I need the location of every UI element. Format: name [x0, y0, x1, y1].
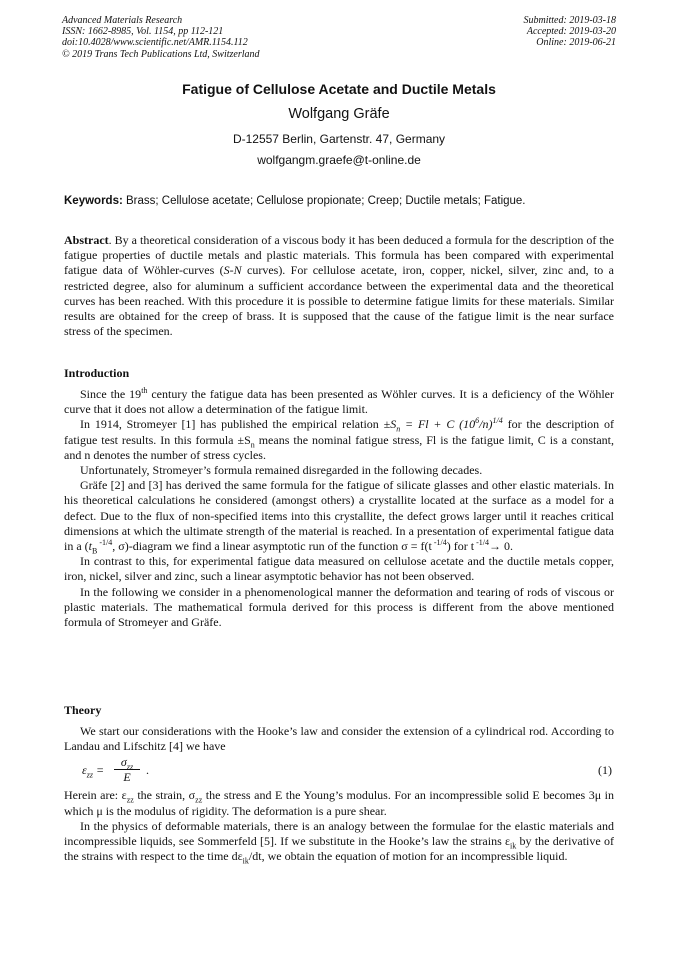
- online-date: Online: 2019-06-21: [536, 37, 616, 49]
- theory-body: [64, 724, 614, 864]
- equation-1: [64, 755, 614, 787]
- theory-paragraph-2: Herein are: $\varepsilon_{zz}$ the strain, $\sigma_{zz}$ the stress and E the Young’s modulus. For an incompressible solid E becomes 3μ in which μ is the modulus of rigidity. The deformation is a pure shear.: [64, 788, 614, 818]
- intro-paragraph-1: Since the 19th century the fatigue data has been presented as Wöhler curves. It is a deficiency of the Wöhler curve that it does not allow a determination of the fatigue limit.: [64, 386, 614, 417]
- equation-lhs: $\varepsilon_{zz}$ =: [82, 763, 105, 780]
- journal-header: [62, 15, 260, 60]
- journal-copyright: © 2019 Trans Tech Publications Ltd, Switzerland: [62, 48, 260, 60]
- abstract-text-2: curves). For cellulose acetate, iron, copper, nickel, silver, zinc and, to a restricted degree, also for aluminum a sufficient accordance between the experimental data and the theoretical curves has been reached. With this procedure it is possible to determine fatigue limits for these materials. Similar results are obtained for the creep of brass. It is supposed that the cause of the fatigue limit is the near surface stress of the specimen.: [64, 263, 614, 339]
- submitted-date: Submitted: 2019-03-18: [523, 15, 616, 26]
- theory-paragraph-3: In the physics of deformable materials, there is an analogy between the formulae for the elastic materials and incompressible liquids, see Sommerfeld [5]. If we substitute in the Hooke’s law the strains $\varepsilon_{ik}$ by the derivative of the strains with respect to the time $d\varepsilon_{ik}/dt$, we obtain the equation of motion for an incompressible liquid.: [64, 818, 614, 866]
- abstract: [64, 233, 614, 339]
- accepted-date: Accepted: 2019-03-20: [526, 26, 616, 38]
- author-affiliation: [0, 131, 678, 173]
- author-address: D-12557 Berlin, Gartenstr. 47, Germany: [232, 132, 446, 146]
- intro-paragraph-2: In 1914, Stromeyer [1] has published the empirical relation $\pm S_n = Fl + C$ $(10^6/n)^{1/4}$ for the description of fatigue test results. In this formula $\pm S_n$ means the nominal fatigue stress, Fl is the fatigue limit, C is a constant, and n denotes the number of stress cycles.: [64, 416, 615, 462]
- abstract-label: Abstract: [64, 233, 109, 247]
- abstract-text-1: . By a theoretical consideration of a viscous body it has been deduced a formula for the description of the fatigue properties of ductile metals and plastic materials. This formula has been compared with experimental fatigue data of Wöhler-curves (: [64, 233, 614, 278]
- intro-paragraph-3: Unfortunately, Stromeyer’s formula remained disregarded in the following decades.: [80, 463, 483, 478]
- intro-paragraph-5: In contrast to this, for experimental fatigue data measured on cellulose acetate and the ductile metals copper, iron, nickel, silver and zinc, such a linear asymptotic behavior has not been observed.: [64, 554, 614, 584]
- keywords-text: Brass; Cellulose acetate; Cellulose propionate; Creep; Ductile metals; Fatigue.: [126, 195, 526, 207]
- intro-paragraph-4: Gräfe [2] and [3] has derived the same formula for the fatigue of silicate glasses and other elastic materials. In his theoretical calculations he considered (amongst others) a crystallite located at the surface as a model for a defect. Due to the flux of non-specified items into this crystallite, the defect grows larger until it reaches critical dimensions at which the ultimate strength of the material is reached. In a presentation of experimental fatigue data in a ($t_B$ $^{-1/4}$, σ)-diagram we find a linear asymptotic run of the function σ = f(t $^{-1/4}$) for t $^{-1/4}$→ 0.: [64, 478, 614, 556]
- introduction-heading: Introduction: [64, 366, 130, 380]
- paper-title: Fatigue of Cellulose Acetate and Ductile Metals: [182, 81, 496, 97]
- introduction-body: [64, 387, 614, 630]
- author-name: Wolfgang Gräfe: [288, 106, 390, 122]
- intro-paragraph-6: In the following we consider in a phenomenological manner the deformation and tearing of rods of viscous or plastic materials. The mathematical formula derived for this process is different from the above mentioned formula of Stromeyer and Gräfe.: [64, 584, 614, 630]
- journal-doi: doi:10.4028/www.scientific.net/AMR.1154.112: [62, 37, 248, 49]
- abstract-sn: S-N: [223, 263, 242, 278]
- theory-paragraph-1: We start our considerations with the Hooke’s law and consider the extension of a cylindrical rod. According to Landau and Lifschitz [4] we have: [64, 724, 614, 754]
- dates-header: [524, 15, 617, 49]
- journal-issn: ISSN: 1662-8985, Vol. 1154, pp 112-121: [62, 26, 224, 38]
- equation-number: (1): [598, 763, 612, 778]
- equation-period: .: [146, 763, 149, 778]
- keywords: [64, 194, 616, 209]
- journal-name: Advanced Materials Research: [62, 15, 183, 26]
- author-email: wolfgangm.graefe@t-online.de: [257, 153, 421, 167]
- equation-fraction: $\sigma_{zz}$ E: [114, 755, 140, 784]
- theory-heading: Theory: [64, 703, 102, 717]
- keywords-label: Keywords:: [64, 195, 123, 207]
